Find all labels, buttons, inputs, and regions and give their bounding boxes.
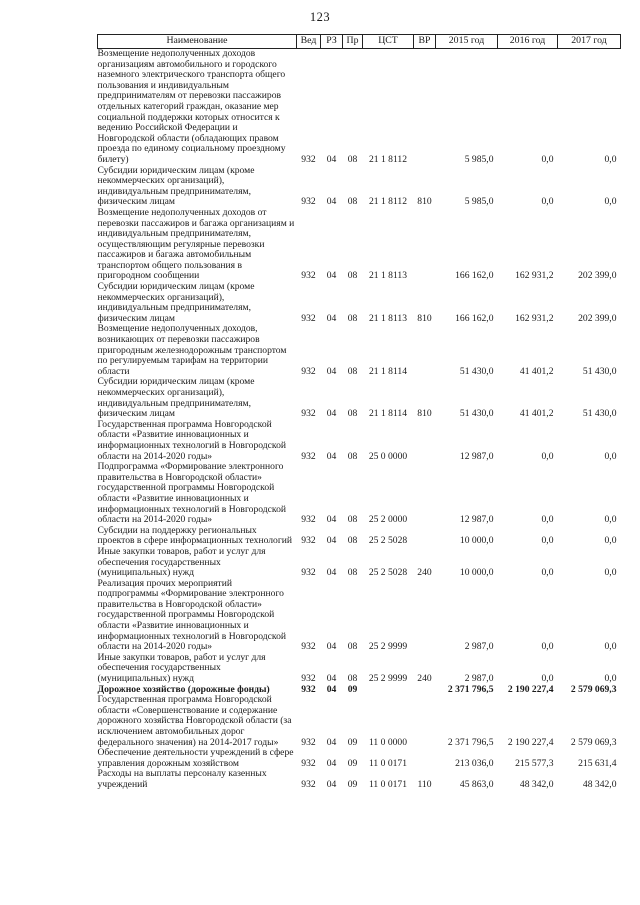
cell-2017: 48 342,0 [582, 778, 617, 790]
cell-2016: 162 931,2 [515, 312, 554, 324]
cell-2017: 0,0 [604, 196, 617, 208]
cell-vr: 810 [417, 196, 432, 208]
cell-2017: 2 579 069,3 [570, 683, 617, 695]
cell-2016: 0,0 [541, 673, 554, 685]
cell-2016: 0,0 [541, 196, 554, 208]
cell-vr: 240 [417, 567, 432, 579]
cell-ved: 932 [301, 535, 316, 547]
cell-rz: 04 [326, 514, 337, 526]
cell-2015: 166 162,0 [455, 270, 494, 282]
cell-vr [414, 685, 436, 696]
cell-pr: 09 [347, 778, 358, 790]
cell-2017: 0,0 [604, 641, 617, 653]
cell-vr [414, 208, 436, 282]
cell-rz: 04 [326, 641, 337, 653]
cell-name: Субсидии на поддержку региональных проектов в сфере информационных технологий [97, 524, 293, 547]
cell-2015: 2 371 796,5 [447, 736, 494, 748]
cell-pr: 08 [347, 408, 358, 420]
cell-2016: 0,0 [541, 514, 554, 526]
table-row [98, 420, 621, 462]
cell-rz: 04 [326, 683, 337, 695]
cell-ved: 932 [301, 312, 316, 324]
cell-2017: 0,0 [604, 153, 617, 165]
cell-2015: 5 985,0 [464, 153, 494, 165]
cell-rz: 04 [326, 270, 337, 282]
cell-ved: 932 [301, 683, 316, 695]
cell-ved: 932 [301, 778, 316, 790]
cell-cst: 21 1 8112 [368, 153, 408, 165]
cell-cst: 25 2 9999 [368, 641, 408, 653]
cell-cst: 25 0 0000 [368, 450, 408, 462]
cell-2016: 41 401,2 [519, 408, 554, 420]
cell-pr: 08 [347, 514, 358, 526]
cell-vr: 810 [417, 312, 432, 324]
cell-ved: 932 [301, 196, 316, 208]
cell-pr: 08 [347, 535, 358, 547]
cell-2015: 166 162,0 [455, 312, 494, 324]
cell-2015: 12 987,0 [459, 450, 494, 462]
cell-ved: 932 [301, 153, 316, 165]
table-row [98, 377, 621, 419]
cell-vr: 240 [417, 673, 432, 685]
cell-ved: 932 [301, 514, 316, 526]
cell-2016: 162 931,2 [515, 270, 554, 282]
cell-rz: 04 [326, 365, 337, 377]
cell-ved: 932 [301, 270, 316, 282]
cell-cst [363, 685, 414, 696]
cell-vr [414, 462, 436, 526]
cell-cst: 11 0 0171 [368, 778, 408, 790]
table-row [98, 653, 621, 685]
cell-rz: 04 [326, 153, 337, 165]
cell-2017: 0,0 [604, 673, 617, 685]
header-cst: ЦСТ [363, 35, 414, 49]
table-row [98, 324, 621, 377]
table-row [98, 526, 621, 547]
cell-name: Субсидии юридическим лицам (кроме некоммерческих организаций), индивидуальным предпринимателям, физическим лицам [97, 376, 255, 420]
table-row [98, 748, 621, 769]
cell-2017: 51 430,0 [582, 408, 617, 420]
cell-rz: 04 [326, 778, 337, 790]
cell-ved: 932 [301, 365, 316, 377]
cell-2015: 10 000,0 [459, 535, 494, 547]
cell-cst: 11 0 0171 [368, 757, 408, 769]
cell-rz: 04 [326, 673, 337, 685]
cell-ved: 932 [301, 450, 316, 462]
cell-cst: 25 2 0000 [368, 514, 408, 526]
cell-2016: 0,0 [541, 153, 554, 165]
cell-pr: 08 [347, 450, 358, 462]
cell-pr: 08 [347, 673, 358, 685]
cell-2015: 2 371 796,5 [447, 683, 494, 695]
table-row [98, 547, 621, 579]
cell-vr: 810 [417, 408, 432, 420]
cell-vr [414, 526, 436, 547]
cell-name: Субсидии юридическим лицам (кроме некоммерческих организаций), индивидуальным предпринимателям, физическим лицам [97, 164, 255, 208]
page-number: 123 [309, 10, 331, 24]
cell-rz: 04 [326, 535, 337, 547]
cell-ved: 932 [301, 673, 316, 685]
cell-pr: 08 [347, 567, 358, 579]
table-row [98, 695, 621, 748]
header-2017: 2017 год [558, 35, 621, 49]
cell-2017: 202 399,0 [578, 270, 617, 282]
header-ved: Вед [297, 35, 321, 49]
cell-name: Возмещение недополученных доходов организациям автомобильного и городского наземного электрического транспорта общего пользования и индивидуальным предпринимателям от перевозки пассажиров отдельных категорий граждан, оказание мер социальной поддержки которых относится к ведению Российской Федерации и Новгородской области (обладающих правом проезда по единому социальному проездному билету) [97, 48, 286, 165]
cell-2015: 51 430,0 [459, 408, 494, 420]
cell-name: Возмещение недополученных доходов от перевозки пассажиров и багажа организациям и индивидуальным предпринимателям, осуществляющим регулярные перевозки пассажиров и багажа автомобильным транспортом общего пользования в пригородном сообщении [97, 206, 295, 282]
cell-2016: 41 401,2 [519, 365, 554, 377]
cell-pr: 08 [347, 153, 358, 165]
cell-2017: 51 430,0 [582, 365, 617, 377]
cell-rz: 04 [326, 408, 337, 420]
cell-vr [414, 49, 436, 166]
cell-ved: 932 [301, 567, 316, 579]
cell-2015: 51 430,0 [459, 365, 494, 377]
header-pr: Пр [343, 35, 363, 49]
cell-pr: 09 [347, 683, 358, 695]
budget-table [97, 34, 621, 791]
cell-name: Реализация прочих мероприятий подпрограммы «Формирование электронного правительства в Новгородской области» государственной программы Новгородской области «Развитие инновационных и информационных технологий в Новгородской области на 2014-2020 годы» [97, 577, 287, 653]
cell-pr: 08 [347, 312, 358, 324]
cell-2016: 215 577,3 [515, 757, 554, 769]
cell-cst: 25 2 5028 [368, 535, 408, 547]
cell-vr [414, 420, 436, 462]
cell-vr: 110 [417, 778, 432, 790]
cell-2016: 0,0 [541, 641, 554, 653]
cell-2015: 2 987,0 [464, 673, 494, 685]
cell-name: Иные закупки товаров, работ и услуг для обеспечения государственных (муниципальных) нужд [97, 651, 266, 685]
cell-vr [414, 695, 436, 748]
cell-2016: 48 342,0 [519, 778, 554, 790]
cell-2017: 0,0 [604, 450, 617, 462]
cell-2017: 0,0 [604, 514, 617, 526]
table-row [98, 49, 621, 166]
cell-2017: 0,0 [604, 535, 617, 547]
cell-2015: 213 036,0 [455, 757, 494, 769]
cell-2017: 215 631,4 [578, 757, 617, 769]
header-rz: РЗ [321, 35, 343, 49]
cell-cst: 21 1 8113 [368, 312, 408, 324]
cell-2015: 10 000,0 [459, 567, 494, 579]
cell-2015: 5 985,0 [464, 196, 494, 208]
cell-name: Подпрограмма «Формирование электронного правительства в Новгородской области» государственной программы Новгородской области «Развитие инновационных и информационных технологий в Новгородской области на 2014-2020 годы» [97, 461, 287, 526]
cell-name: Субсидии юридическим лицам (кроме некоммерческих организаций), индивидуальным предпринимателям, физическим лицам [97, 281, 255, 324]
cell-2016: 2 190 227,4 [507, 683, 554, 695]
cell-2016: 2 190 227,4 [507, 736, 554, 748]
cell-2015: 45 863,0 [459, 778, 494, 790]
cell-ved: 932 [301, 641, 316, 653]
cell-name: Государственная программа Новгородской области «Развитие инновационных и информационных технологий в Новгородской области на 2014-2020 годы» [97, 418, 287, 462]
cell-2016: 0,0 [541, 535, 554, 547]
cell-pr: 08 [347, 365, 358, 377]
cell-cst: 21 1 8114 [368, 365, 408, 377]
cell-pr: 09 [347, 757, 358, 769]
cell-name: Возмещение недополученных доходов, возникающих от перевозки пассажиров пригородным железнодорожным транспортом по регулируемым тарифам на территории области [97, 323, 287, 377]
cell-vr [414, 324, 436, 377]
table-row [98, 769, 621, 790]
cell-pr: 08 [347, 641, 358, 653]
cell-2017: 0,0 [604, 567, 617, 579]
cell-rz: 04 [326, 757, 337, 769]
cell-name: Дорожное хозяйство (дорожные фонды) [97, 683, 270, 695]
cell-ved: 932 [301, 736, 316, 748]
cell-2017: 2 579 069,3 [570, 736, 617, 748]
cell-name: Государственная программа Новгородской области «Совершенствование и содержание дорожного хозяйства Новгородской области (за исключением автомобильных дорог федерального значения) на 2014-2017 годы» [97, 694, 292, 748]
table-row [98, 208, 621, 282]
cell-vr [414, 579, 436, 653]
cell-cst: 25 2 9999 [368, 673, 408, 685]
header-vr: ВР [414, 35, 436, 49]
cell-2016: 0,0 [541, 450, 554, 462]
cell-2017: 202 399,0 [578, 312, 617, 324]
cell-2015: 12 987,0 [459, 514, 494, 526]
cell-cst: 25 2 5028 [368, 567, 408, 579]
header-name: Наименование [98, 35, 297, 49]
cell-ved: 932 [301, 408, 316, 420]
cell-name: Расходы на выплаты персоналу казенных учреждений [97, 768, 267, 790]
table-row [98, 166, 621, 208]
cell-pr: 08 [347, 196, 358, 208]
cell-ved: 932 [301, 757, 316, 769]
table-row [98, 579, 621, 653]
cell-2016: 0,0 [541, 567, 554, 579]
cell-rz: 04 [326, 450, 337, 462]
cell-rz: 04 [326, 312, 337, 324]
cell-name: Иные закупки товаров, работ и услуг для обеспечения государственных (муниципальных) нужд [97, 545, 266, 579]
cell-rz: 04 [326, 196, 337, 208]
table-header-row [98, 35, 621, 49]
table-row [98, 462, 621, 526]
cell-name: Обеспечение деятельности учреждений в сфере управления дорожным хозяйством [97, 747, 294, 769]
table-body [98, 49, 621, 791]
cell-cst: 11 0 0000 [368, 736, 408, 748]
cell-cst: 21 1 8114 [368, 408, 408, 420]
cell-vr [414, 748, 436, 769]
cell-pr: 08 [347, 270, 358, 282]
cell-2015: 2 987,0 [464, 641, 494, 653]
cell-cst: 21 1 8113 [368, 270, 408, 282]
cell-pr: 09 [347, 736, 358, 748]
cell-rz: 04 [326, 567, 337, 579]
header-2016: 2016 год [498, 35, 558, 49]
table-row [98, 282, 621, 324]
cell-cst: 21 1 8112 [368, 196, 408, 208]
header-2015: 2015 год [436, 35, 498, 49]
cell-rz: 04 [326, 736, 337, 748]
